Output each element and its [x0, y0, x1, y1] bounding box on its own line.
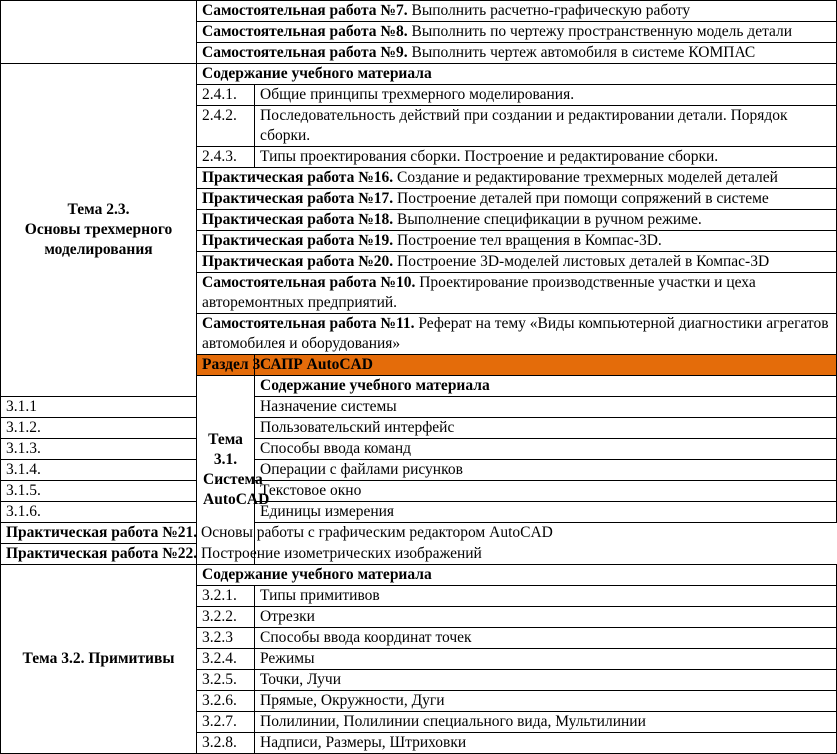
work-text: Выполнение спецификации в ручном режиме.: [393, 211, 702, 228]
work-text: Выполнить расчетно-графическую работу: [407, 2, 691, 19]
topic-title-text: Тема 2.3. Основы трехмерного моделирования: [24, 201, 173, 258]
item-text: Точки, Лучи: [255, 670, 837, 691]
item-text: Способы ввода команд: [255, 439, 837, 460]
item-number: 2.4.3.: [197, 147, 255, 168]
work-label: Самостоятельная работа №7.: [202, 2, 408, 19]
item-text: Надписи, Размеры, Штриховки: [255, 733, 837, 754]
work-label: Самостоятельная работа №11.: [202, 315, 415, 332]
table-row: [1, 439, 837, 460]
work-text: Проектирование производственные участки и цеха авторемонтных предприятий.: [202, 274, 756, 311]
item-number: 3.2.8.: [197, 733, 255, 754]
work-label: Практическая работа №18.: [202, 211, 394, 228]
work-cell: [197, 22, 837, 43]
item-number: 3.2.4.: [197, 649, 255, 670]
item-text: Текстовое окно: [255, 481, 837, 502]
item-text: Способы ввода координат точек: [255, 628, 837, 649]
table-row: [1, 502, 837, 523]
work-label: Практическая работа №17.: [202, 190, 394, 207]
work-cell: [1, 523, 553, 544]
item-text: Последовательность действий при создании и редактировании детали. Порядок сборки.: [255, 106, 837, 147]
work-text: Основы работы с графическим редактором AutoCAD: [197, 524, 553, 541]
content-header: Содержание учебного материала: [197, 565, 837, 586]
item-number: 3.1.5.: [1, 481, 197, 502]
item-text: Общие принципы трехмерного моделирования.: [255, 85, 837, 106]
table-row: [1, 460, 837, 481]
item-text: Типы примитивов: [255, 586, 837, 607]
item-text: Типы проектирования сборки. Построение и редактирование сборки.: [255, 147, 837, 168]
item-number: 3.1.1: [1, 397, 197, 418]
topic-title-3-2: Тема 3.2. Примитивы: [1, 565, 197, 754]
item-number: 3.2.6.: [197, 691, 255, 712]
work-label: Практическая работа №19.: [202, 232, 394, 249]
item-text: Назначение системы: [255, 397, 837, 418]
table-row: [1, 523, 837, 544]
work-label: Практическая работа №16.: [202, 169, 394, 186]
item-text: Режимы: [255, 649, 837, 670]
work-label: Практическая работа №20.: [202, 253, 394, 270]
item-number: 3.1.3.: [1, 439, 197, 460]
work-text: Построение тел вращения в Компас-3D.: [393, 232, 662, 249]
topic-title-2-3: [1, 64, 197, 397]
work-label: Практическая работа №21.: [6, 524, 198, 541]
work-label: Самостоятельная работа №8.: [202, 23, 408, 40]
work-cell: [1, 544, 482, 565]
item-number: 3.1.4.: [1, 460, 197, 481]
work-cell: [197, 273, 837, 314]
table-row: [1, 544, 837, 565]
item-text: Отрезки: [255, 607, 837, 628]
work-text: Построение 3D-моделей листовых деталей в Компас-3D: [393, 253, 770, 270]
item-number: 3.1.2.: [1, 418, 197, 439]
item-number: 2.4.2.: [197, 106, 255, 147]
table-row: [1, 418, 837, 439]
item-text: Операции с файлами рисунков: [255, 460, 837, 481]
content-header: Содержание учебного материала: [197, 64, 837, 85]
work-text: Построение деталей при помощи сопряжений в системе: [393, 190, 769, 207]
item-text: Прямые, Окружности, Дуги: [255, 691, 837, 712]
item-text: Полилинии, Полилинии специального вида, Мультилинии: [255, 712, 837, 733]
section-label: Раздел 3: [197, 355, 255, 376]
work-cell: [197, 210, 837, 231]
work-cell: [197, 189, 837, 210]
work-text: Выполнить чертеж автомобиля в системе КОМПАС: [407, 44, 756, 61]
work-cell: [197, 43, 837, 64]
work-label: Самостоятельная работа №10.: [202, 274, 416, 291]
item-number: 3.2.7.: [197, 712, 255, 733]
empty-topic-cell: [1, 1, 197, 64]
table-row: [1, 481, 837, 502]
work-text: Построение изометрических изображений: [197, 545, 482, 562]
item-number: 3.2.1.: [197, 586, 255, 607]
section-title: САПР AutoCAD: [255, 355, 837, 376]
table-row: [1, 565, 837, 586]
work-cell: [197, 168, 837, 189]
table-row: [1, 1, 837, 22]
work-cell: [197, 1, 837, 22]
work-text: Создание и редактирование трехмерных моделей деталей: [393, 169, 778, 186]
topic-title-3-1: Тема 3.1. Система AutoCAD: [197, 376, 255, 565]
item-number: 2.4.1.: [197, 85, 255, 106]
item-text: Пользовательский интерфейс: [255, 418, 837, 439]
work-cell: [197, 314, 837, 355]
item-number: 3.1.6.: [1, 502, 197, 523]
work-label: Практическая работа №22.: [6, 545, 198, 562]
work-label: Самостоятельная работа №9.: [202, 44, 408, 61]
table-row: [1, 397, 837, 418]
item-number: 3.2.3: [197, 628, 255, 649]
work-text: Реферат на тему «Виды компьютерной диагностики агрегатов автомобилея и оборудования»: [202, 315, 829, 352]
table-row: [1, 64, 837, 85]
item-number: 3.2.2.: [197, 607, 255, 628]
work-cell: [197, 231, 837, 252]
item-text: Единицы измерения: [255, 502, 837, 523]
content-header: Содержание учебного материала: [255, 376, 837, 397]
item-number: 3.2.5.: [197, 670, 255, 691]
work-cell: [197, 252, 837, 273]
work-text: Выполнить по чертежу пространственную модель детали: [407, 23, 793, 40]
